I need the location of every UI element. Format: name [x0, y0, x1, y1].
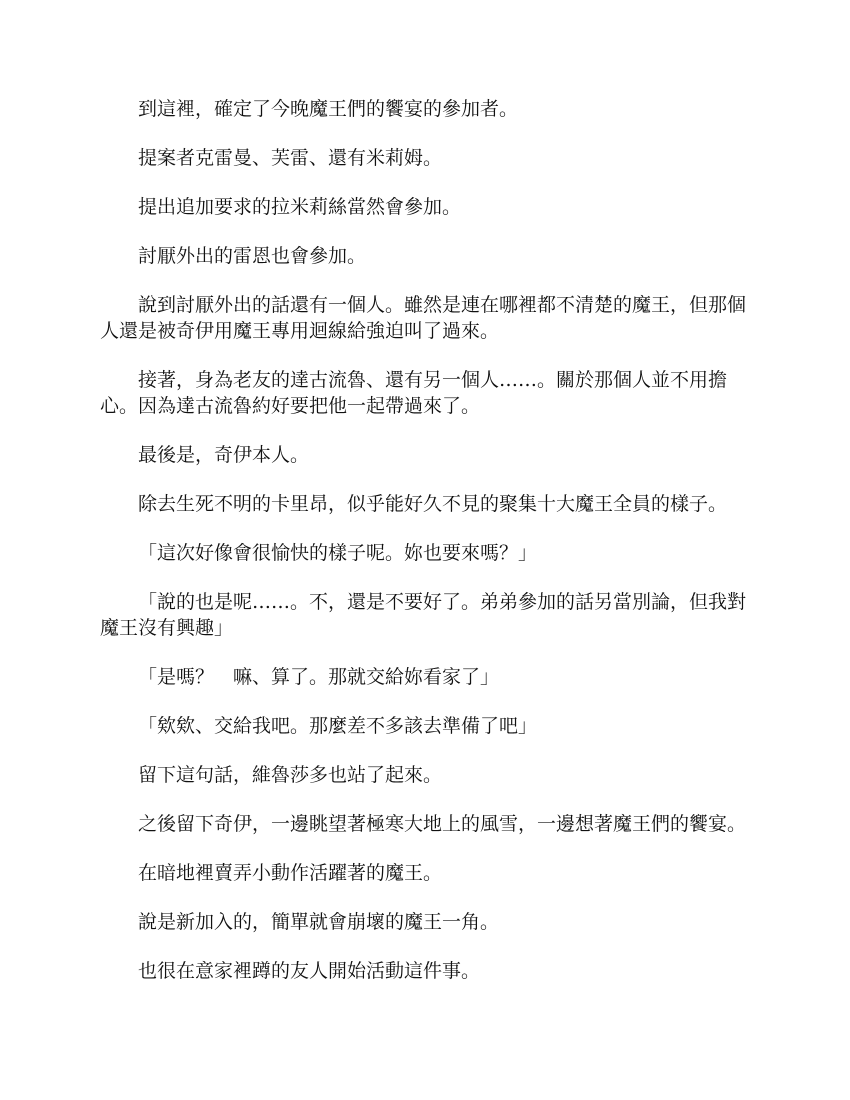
- paragraph: 討厭外出的雷恩也會參加。: [138, 245, 367, 267]
- dialogue-line: 「這次好像會很愉快的樣子呢。妳也要來嗎？」: [138, 542, 538, 564]
- paragraph: 接著，身為老友的達古流魯、還有另一個人……。關於那個人並不用擔心。因為達古流魯約好要把他一起帶過來了。: [100, 369, 728, 417]
- paragraph: 除去生死不明的卡里昂，似乎能好久不見的聚集十大魔王全員的樣子。: [138, 493, 728, 515]
- paragraph: 到這裡，確定了今晚魔王們的饗宴的參加者。: [138, 98, 519, 120]
- dialogue-line: 「是嗎？ 嘛、算了。那就交給妳看家了」: [138, 666, 500, 688]
- paragraph: 在暗地裡賣弄小動作活躍著的魔王。: [138, 862, 443, 884]
- paragraph: 之後留下奇伊，一邊眺望著極寒大地上的風雪，一邊想著魔王們的饗宴。: [138, 813, 747, 835]
- paragraph: 留下這句話，維魯莎多也站了起來。: [138, 764, 443, 786]
- paragraph: 說到討厭外出的話還有一個人。雖然是連在哪裡都不清楚的魔王，但那個人還是被奇伊用魔王專用迴線給強迫叫了過來。: [100, 294, 747, 342]
- dialogue-line: 「欸欸、交給我吧。那麼差不多該去準備了吧」: [138, 715, 538, 737]
- paragraph: 也很在意家裡蹲的友人開始活動這件事。: [138, 960, 481, 982]
- document-body: [100, 96, 752, 1007]
- paragraph: 最後是，奇伊本人。: [138, 444, 310, 466]
- paragraph: 提出追加要求的拉米莉絲當然會參加。: [138, 196, 462, 218]
- dialogue-line: 「說的也是呢……。不，還是不要好了。弟弟參加的話另當別論，但我對魔王沒有興趣」: [100, 591, 747, 639]
- paragraph: 提案者克雷曼、芙雷、還有米莉姆。: [138, 147, 443, 169]
- paragraph: 說是新加入的，簡單就會崩壞的魔王一角。: [138, 911, 500, 933]
